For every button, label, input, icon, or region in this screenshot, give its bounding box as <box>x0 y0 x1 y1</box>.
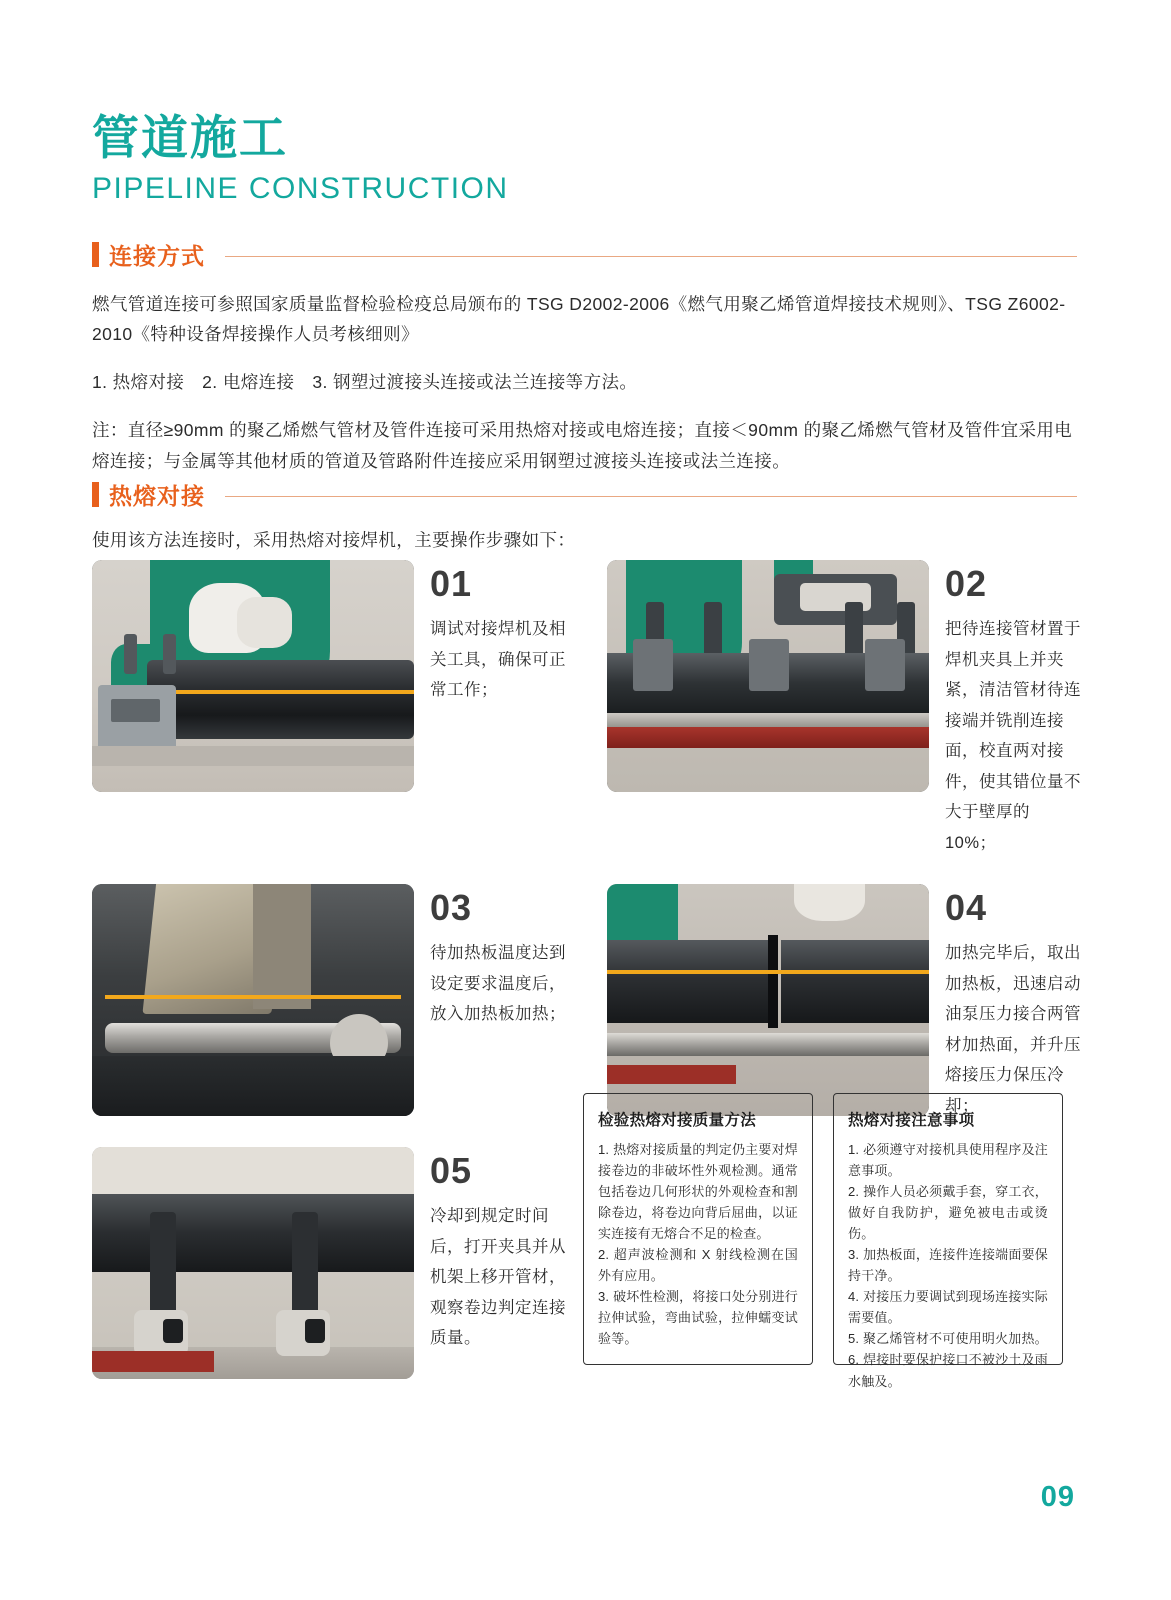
section-connection <box>92 238 1077 494</box>
section-marker-icon <box>92 242 99 267</box>
section-connection-header <box>92 238 1077 271</box>
machine-red-bar <box>607 1065 736 1084</box>
step-item <box>92 560 567 858</box>
page-title: 管道施工 <box>92 111 288 164</box>
steps-row <box>92 560 1082 858</box>
paragraph: 燃气管道连接可参照国家质量监督检验检疫总局颁布的 TSG D2002-2006《燃气用聚乙烯管道焊接技术规则》、TSG Z6002-2010《特种设备焊接操作人员考核细则》 <box>92 293 1066 345</box>
divider <box>225 256 1077 257</box>
step-number: 02 <box>945 563 988 604</box>
section-butt-fusion <box>92 478 1077 573</box>
step-item <box>92 884 567 1121</box>
info-box-item: 3. 加热板面，连接件连接端面要保持干净。 <box>848 1247 1048 1284</box>
machine-red-bar <box>607 727 929 748</box>
step-text <box>430 560 567 858</box>
step-item <box>607 560 1082 858</box>
machine-body <box>92 1056 414 1116</box>
paragraph: 注：直径≥90mm 的聚乙烯燃气管材及管件连接可采用热熔对接或电熔连接；直接＜90mm 的聚乙烯燃气管材及管件宜采用电熔连接；与金属等其他材质的管道及管路附件连接应采用钢塑过渡接头连接或法兰连接。 <box>92 420 1073 471</box>
info-box-item: 6. 焊接时要保护接口不被沙土及雨水触及。 <box>848 1352 1048 1389</box>
step-number: 04 <box>945 887 988 929</box>
page-header <box>92 112 1072 206</box>
step-item <box>607 884 1082 1121</box>
info-box-title: 检验热熔对接质量方法 <box>598 1112 757 1129</box>
section-connection-title: 连接方式 <box>109 243 205 269</box>
clamp-nut-core <box>163 1319 183 1343</box>
step-description: 冷却到规定时间后，打开夹具并从机架上移开管材，观察卷边判定连接质量。 <box>430 1207 566 1348</box>
glove-shape <box>794 884 865 921</box>
info-box-title: 热熔对接注意事项 <box>848 1112 975 1129</box>
step-number: 03 <box>430 887 473 929</box>
info-box-item: 1. 必须遵守对接机具使用程序及注意事项。 <box>848 1142 1048 1179</box>
photo-step-01 <box>92 560 414 792</box>
photo-step-05 <box>92 1147 414 1379</box>
section-marker-icon <box>92 482 99 507</box>
clamp-detail <box>111 699 159 722</box>
pipe-shape <box>92 1194 414 1273</box>
page-subtitle: PIPELINE CONSTRUCTION <box>92 171 509 205</box>
step-text <box>430 884 567 1121</box>
machine-bolt <box>163 634 176 674</box>
photo-step-03 <box>92 884 414 1116</box>
step-item <box>92 1147 567 1379</box>
info-box-item: 1. 热熔对接质量的判定仍主要对焊接卷边的非破坏性外观检测。通常包括卷边几何形状的外观检查和割除卷边，将卷边向背后屈曲，以证实连接有无熔合不足的检查。 <box>598 1142 798 1242</box>
step-description: 调试对接焊机及相关工具，确保可正常工作； <box>430 620 566 700</box>
machine-bolt <box>124 634 137 674</box>
info-box-quality <box>583 1093 813 1365</box>
machine-red-bar <box>92 1351 214 1372</box>
page-number: 09 <box>1040 1481 1075 1513</box>
step-description: 加热完毕后，取出加热板，迅速启动油泵压力接合两管材加热面，并升压熔接压力保压冷却； <box>945 944 1081 1115</box>
heating-plate-shape <box>253 884 311 1009</box>
steps-row <box>92 884 1082 1121</box>
info-box-item: 4. 对接压力要调试到现场连接实际需要值。 <box>848 1289 1048 1326</box>
section-butt-fusion-title: 热熔对接 <box>109 483 205 509</box>
pipe-shape <box>607 940 774 1024</box>
machine-shaft <box>607 1033 929 1056</box>
step-number: 01 <box>430 563 473 604</box>
step-description: 待加热板温度达到设定要求温度后，放入加热板加热； <box>430 944 566 1024</box>
step-description: 把待连接管材置于焊机夹具上并夹紧，清洁管材待连接端并铣削连接面，校直两对接件，使其错位量不大于壁厚的 10%； <box>945 620 1081 852</box>
step-number: 05 <box>430 1150 473 1192</box>
pipe-shape <box>781 940 929 1024</box>
photo-step-02 <box>607 560 929 792</box>
clamp-nut-core <box>305 1319 325 1343</box>
pipe-stripe <box>607 970 929 974</box>
clamp-shape <box>633 639 673 691</box>
pipe-stripe <box>105 995 401 999</box>
glove-shape <box>237 597 292 648</box>
info-box-item: 2. 超声波检测和 X 射线检测在国外有应用。 <box>598 1247 798 1284</box>
photo-bg-top <box>92 1147 414 1198</box>
section-butt-fusion-lead: 使用该方法连接时，采用热熔对接焊机，主要操作步骤如下： <box>92 530 576 550</box>
info-box-item: 2. 操作人员必须戴手套，穿工衣，做好自我防护，避免被电击或烫伤。 <box>848 1184 1048 1242</box>
info-boxes <box>583 1093 1063 1389</box>
paragraph: 1. 热熔对接 2. 电熔连接 3. 钢塑过渡接头连接或法兰连接等方法。 <box>92 372 638 393</box>
section-butt-fusion-header <box>92 478 1077 511</box>
info-box-item: 3. 破坏性检测，将接口处分别进行拉伸试验，弯曲试验，拉伸蠕变试验等。 <box>598 1289 798 1347</box>
step-text <box>945 560 1082 858</box>
pipe-stripe <box>147 690 414 694</box>
clamp-shape <box>865 639 905 691</box>
step-text <box>430 1147 567 1379</box>
photo-step-04 <box>607 884 929 1116</box>
fusion-bead <box>768 935 778 1028</box>
divider <box>225 496 1077 497</box>
section-connection-body <box>92 289 1077 477</box>
clamp-shape <box>749 639 789 691</box>
step-text <box>945 884 1082 1121</box>
info-box-item: 5. 聚乙烯管材不可使用明火加热。 <box>848 1331 1048 1347</box>
pipe-shape <box>147 660 414 739</box>
machine-rail <box>92 746 414 767</box>
info-box-cautions <box>833 1093 1063 1389</box>
